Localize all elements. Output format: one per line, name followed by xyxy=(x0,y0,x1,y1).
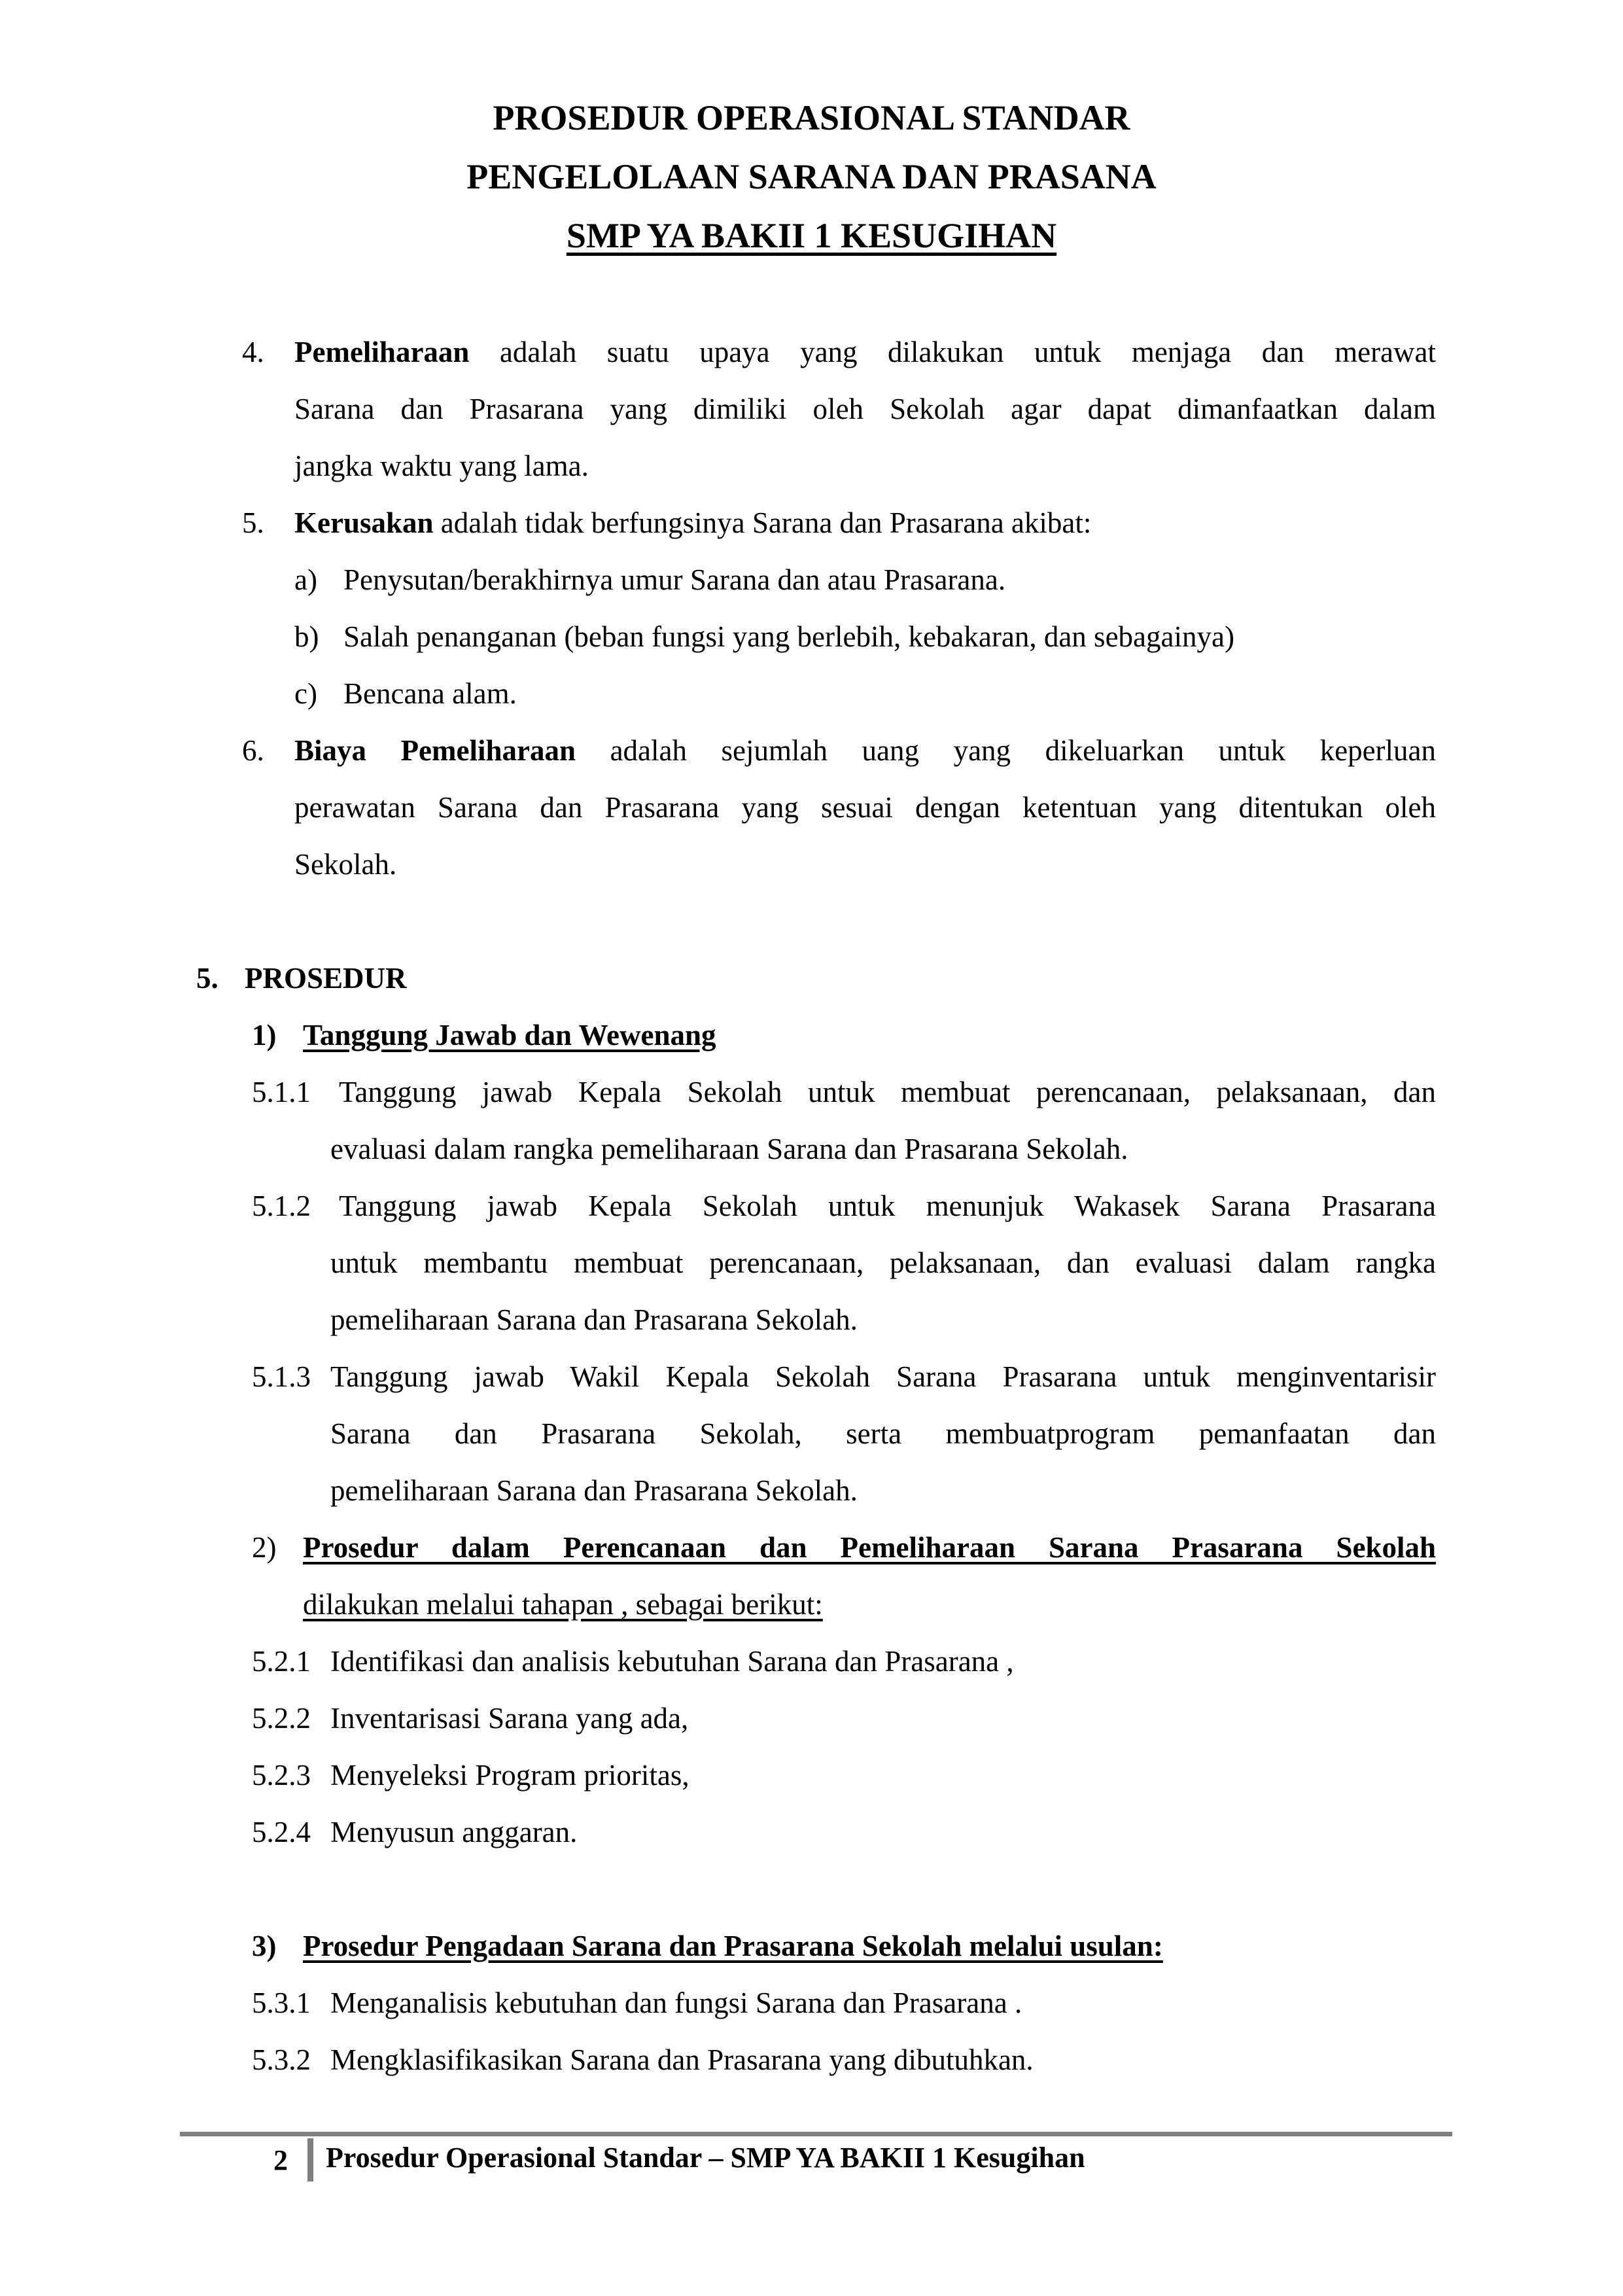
item-5-2-4-number: 5.2.4 xyxy=(252,1816,311,1848)
doc-title-line1: PROSEDUR OPERASIONAL STANDAR xyxy=(493,98,1130,137)
def-4-text1: adalah suatu upaya yang dilakukan untuk menjaga dan merawat xyxy=(499,336,1437,368)
def-4-line2: Sarana dan Prasarana yang dimiliki oleh Sekolah agar dapat dimanfaatkan dalam xyxy=(294,393,1436,425)
sub-1-heading: Tanggung Jawab dan Wewenang xyxy=(303,1019,716,1051)
footer-divider xyxy=(307,2138,313,2181)
sub-2-heading-line2: dilakukan melalui tahapan , sebagai berikut: xyxy=(303,1588,823,1621)
item-5-2-1-number: 5.2.1 xyxy=(252,1645,311,1678)
item-5-3-2-number: 5.3.2 xyxy=(252,2043,311,2076)
item-5-2-4-text: Menyusun anggaran. xyxy=(330,1816,578,1848)
item-5-1-3-number: 5.1.3 xyxy=(252,1360,311,1393)
item-5-2-2-number: 5.2.2 xyxy=(252,1702,311,1735)
footer-rule xyxy=(180,2132,1452,2136)
def-5a-text: Penysutan/berakhirnya umur Sarana dan atau Prasarana. xyxy=(343,563,1006,596)
item-5-3-2-text: Mengklasifikasikan Sarana dan Prasarana yang dibutuhkan. xyxy=(330,2043,1034,2076)
item-5-2-1-text: Identifikasi dan analisis kebutuhan Sarana dan Prasarana , xyxy=(330,1645,1014,1678)
def-6-number: 6. xyxy=(242,734,264,767)
item-5-1-2-number: 5.1.2 xyxy=(252,1190,311,1222)
item-5-2-2-text: Inventarisasi Sarana yang ada, xyxy=(330,1702,689,1735)
def-6-line3: Sekolah. xyxy=(294,848,397,881)
item-5-1-2-line2: untuk membantu membuat perencanaan, pelaksanaan, dan evaluasi dalam rangka xyxy=(330,1246,1436,1279)
footer-page-number: 2 xyxy=(273,2144,288,2176)
item-5-1-1-line2: evaluasi dalam rangka pemeliharaan Sarana dan Prasarana Sekolah. xyxy=(330,1133,1128,1165)
footer-text: Prosedur Operasional Standar – SMP YA BAKII 1 Kesugihan xyxy=(326,2142,1085,2174)
sub-2-number: 2) xyxy=(252,1531,277,1564)
item-5-3-1-text: Menganalisis kebutuhan dan fungsi Sarana dan Prasarana . xyxy=(330,1987,1022,2019)
def-5-term: Kerusakan xyxy=(294,506,434,539)
def-5c-text: Bencana alam. xyxy=(343,677,517,710)
def-5c-label: c) xyxy=(294,677,317,710)
def-5-number: 5. xyxy=(242,506,264,539)
def-6-text1: adalah sejumlah uang yang dikeluarkan untuk keperluan xyxy=(610,734,1436,767)
sub-3-number: 3) xyxy=(252,1930,277,1962)
item-5-1-2-line1: Tanggung jawab Kepala Sekolah untuk menunjuk Wakasek Sarana Prasarana xyxy=(339,1190,1436,1222)
item-5-1-3-line2: Sarana dan Prasarana Sekolah, serta membuatprogram pemanfaatan dan xyxy=(330,1417,1436,1450)
def-6-line2: perawatan Sarana dan Prasarana yang sesuai dengan ketentuan yang ditentukan oleh xyxy=(294,791,1436,824)
def-4-number: 4. xyxy=(242,336,264,368)
def-5b-text: Salah penanganan (beban fungsi yang berlebih, kebakaran, dan sebagainya) xyxy=(343,620,1234,653)
sub-1-number: 1) xyxy=(252,1019,277,1051)
item-5-1-1-number: 5.1.1 xyxy=(252,1076,311,1108)
doc-title-line3-text: SMP YA BAKII 1 KESUGIHAN xyxy=(566,216,1057,255)
section-5-number: 5. xyxy=(196,962,218,995)
item-5-1-3-line3: pemeliharaan Sarana dan Prasarana Sekolah. xyxy=(330,1474,858,1507)
def-4-line1 xyxy=(294,334,1436,370)
item-5-1-2-line3: pemeliharaan Sarana dan Prasarana Sekolah. xyxy=(330,1303,858,1336)
sub-2-heading-line1: Prosedur dalam Perencanaan dan Pemeliharaan Sarana Prasarana Sekolah xyxy=(303,1531,1436,1564)
section-5-heading: PROSEDUR xyxy=(245,962,407,995)
def-5b-label: b) xyxy=(294,620,319,653)
def-5-text: adalah tidak berfungsinya Sarana dan Prasarana akibat: xyxy=(440,506,1092,539)
def-5-line1 xyxy=(294,504,1091,541)
item-5-3-1-number: 5.3.1 xyxy=(252,1987,311,2019)
def-4-line3: jangka waktu yang lama. xyxy=(294,450,589,482)
def-6-term: Biaya Pemeliharaan xyxy=(294,734,576,767)
item-5-1-1-line1: Tanggung jawab Kepala Sekolah untuk membuat perencanaan, pelaksanaan, dan xyxy=(339,1076,1436,1108)
doc-title-line2: PENGELOLAAN SARANA DAN PRASANA xyxy=(466,157,1157,196)
item-5-2-3-number: 5.2.3 xyxy=(252,1759,311,1792)
doc-title-line3 xyxy=(0,216,1623,255)
def-5a-label: a) xyxy=(294,563,317,596)
item-5-2-3-text: Menyeleksi Program prioritas, xyxy=(330,1759,689,1792)
def-4-term: Pemeliharaan xyxy=(294,336,470,368)
sub-3-heading: Prosedur Pengadaan Sarana dan Prasarana Sekolah melalui usulan: xyxy=(303,1930,1163,1962)
item-5-1-3-line1: Tanggung jawab Wakil Kepala Sekolah Sarana Prasarana untuk menginventarisir xyxy=(330,1360,1436,1393)
def-6-line1 xyxy=(294,732,1436,769)
